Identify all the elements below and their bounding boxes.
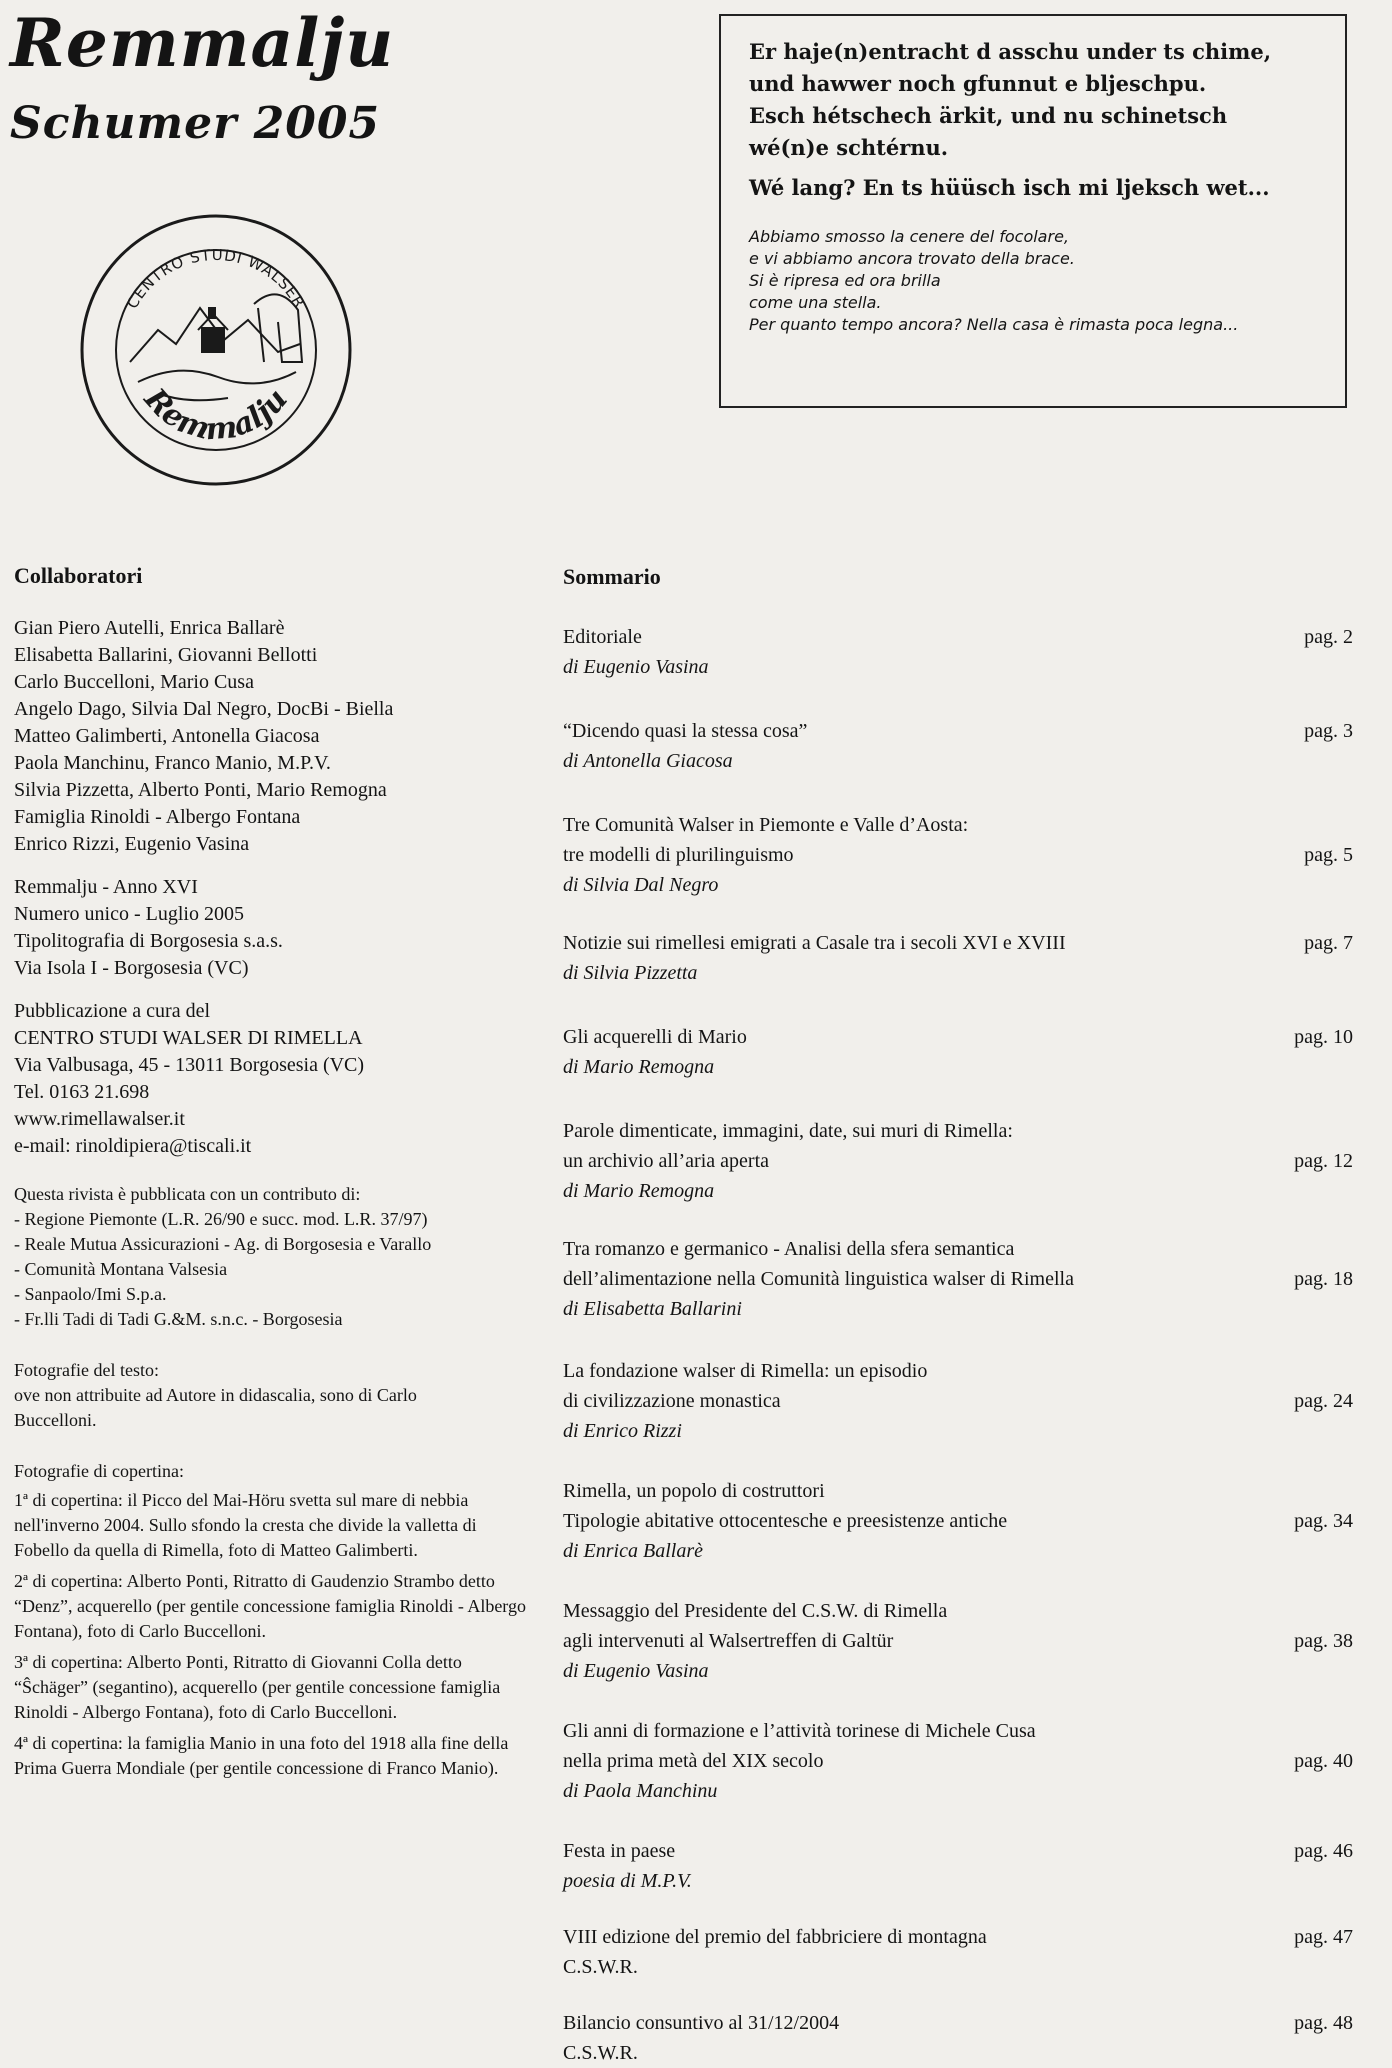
- toc-entry-page: pag. 12: [1294, 1150, 1353, 1172]
- toc-entry-author: poesia di M.P.V.: [563, 1870, 692, 1892]
- toc-entry-page: pag. 2: [1304, 626, 1353, 648]
- photo-credits-line: Fotografie del testo:: [14, 1360, 159, 1380]
- toc-entry[interactable]: [563, 622, 1353, 682]
- contributor-line: Enrico Rizzi, Eugenio Vasina: [14, 833, 250, 855]
- poem-walser-line: Wé lang? En ts hüüsch isch mi ljeksch wet...: [749, 175, 1270, 200]
- contributor-line: Carlo Buccelloni, Mario Cusa: [14, 671, 254, 693]
- toc-entry-author: di Eugenio Vasina: [563, 1660, 709, 1682]
- collaboratori-column: [14, 562, 534, 1797]
- toc-entry[interactable]: [563, 1022, 1353, 1082]
- edition-line: Via Isola I - Borgosesia (VC): [14, 957, 249, 979]
- toc-entry-author: di Enrica Ballarè: [563, 1540, 703, 1562]
- magazine-title: Remmalju: [10, 4, 395, 82]
- poem-walser-line: wé(n)e schtérnu.: [749, 135, 949, 160]
- toc-entry-page: pag. 5: [1304, 844, 1353, 866]
- toc-entry-author: di Eugenio Vasina: [563, 656, 709, 678]
- toc-entry-author: di Paola Manchinu: [563, 1780, 718, 1802]
- toc-entry-title: Festa in paese: [563, 1840, 676, 1862]
- cover-item: 4ª di copertina: la famiglia Manio in una foto del 1918 alla fine della Prima Guerra Mondiale (per gentile concessione di Franco Manio).: [14, 1733, 509, 1778]
- toc-entry-author: di Silvia Pizzetta: [563, 962, 698, 984]
- publisher-info: [14, 998, 534, 1160]
- edition-line: Tipolitografia di Borgosesia s.a.s.: [14, 930, 283, 952]
- seal-bottom-text: Remmalju: [137, 381, 295, 448]
- contributor-line: Silvia Pizzetta, Alberto Ponti, Mario Remogna: [14, 779, 387, 801]
- toc-entry[interactable]: [563, 1922, 1353, 1982]
- poem-italian-line: Si è ripresa ed ora brilla: [749, 271, 941, 290]
- sponsor-line: - Fr.lli Tadi di Tadi G.&M. s.n.c. - Borgosesia: [14, 1309, 343, 1329]
- toc-entry-author: di Mario Remogna: [563, 1180, 715, 1202]
- poem-walser-line: Esch hétschech ärkit, und nu schinetsch: [749, 103, 1228, 128]
- masthead: [10, 4, 430, 149]
- poem-walser-dialect: [749, 36, 1321, 204]
- toc-entry[interactable]: [563, 716, 1353, 776]
- toc-entry-page: pag. 48: [1294, 2012, 1353, 2034]
- toc-entry-title: Tipologie abitative ottocentesche e preesistenze antiche: [563, 1510, 1008, 1532]
- toc-entry[interactable]: [563, 1476, 1353, 1566]
- toc-entry-author: di Silvia Dal Negro: [563, 874, 719, 896]
- cover-item: 3ª di copertina: Alberto Ponti, Ritratto di Giovanni Colla detto “Ŝchäger” (segantino), acquerello (per gentile concessione famiglia Rinoldi - Albergo Fontana), foto di Carlo Buccelloni.: [14, 1652, 501, 1722]
- toc-entry-page: pag. 24: [1294, 1390, 1353, 1412]
- toc-entry-title: Rimella, un popolo di costruttori: [563, 1480, 825, 1502]
- toc-entry[interactable]: [563, 1356, 1353, 1446]
- toc-entry-title: Bilancio consuntivo al 31/12/2004: [563, 2012, 840, 2034]
- toc-entry-page: pag. 47: [1294, 1926, 1353, 1948]
- toc-entry[interactable]: [563, 2008, 1353, 2068]
- poem-italian-line: Abbiamo smosso la cenere del focolare,: [749, 227, 1069, 246]
- toc-entry[interactable]: [563, 1116, 1353, 1206]
- contributor-line: Matteo Galimberti, Antonella Giacosa: [14, 725, 320, 747]
- toc-entry-title: Gli acquerelli di Mario: [563, 1026, 747, 1048]
- toc-entry-author: di Antonella Giacosa: [563, 750, 733, 772]
- sommario-heading: Sommario: [563, 564, 661, 589]
- toc-entry-title: dell’alimentazione nella Comunità linguistica walser di Rimella: [563, 1268, 1074, 1290]
- toc-entry-page: pag. 46: [1294, 1840, 1353, 1862]
- toc-entry-author: di Mario Remogna: [563, 1056, 715, 1078]
- toc-entry-title: di civilizzazione monastica: [563, 1390, 781, 1412]
- poem-walser-line: und hawwer noch gfunnut e bljeschpu.: [749, 71, 1207, 96]
- toc-entry-title: C.S.W.R.: [563, 1956, 638, 1978]
- toc-entry-title: VIII edizione del premio del fabbriciere di montagna: [563, 1926, 987, 1948]
- toc-entry-title: “Dicendo quasi la stessa cosa”: [563, 720, 808, 742]
- toc-entry[interactable]: [563, 810, 1353, 900]
- toc-entry-author: di Elisabetta Ballarini: [563, 1298, 742, 1320]
- sponsor-line: - Regione Piemonte (L.R. 26/90 e succ. mod. L.R. 37/97): [14, 1209, 428, 1229]
- edition-info: [14, 874, 534, 982]
- edition-line: Remmalju - Anno XVI: [14, 876, 198, 898]
- toc-entry-page: pag. 38: [1294, 1630, 1353, 1652]
- toc-entry-title: Gli anni di formazione e l’attività torinese di Michele Cusa: [563, 1720, 1036, 1742]
- toc-entry-page: pag. 3: [1304, 720, 1353, 742]
- sponsors-info: [14, 1182, 534, 1332]
- publisher-website[interactable]: www.rimellawalser.it: [14, 1108, 185, 1130]
- toc-entry-title: Parole dimenticate, immagini, date, sui muri di Rimella:: [563, 1120, 1013, 1142]
- poem-box: [719, 14, 1347, 408]
- toc-entry-page: pag. 18: [1294, 1268, 1353, 1290]
- cover-item: 1ª di copertina: il Picco del Mai-Höru svetta sul mare di nebbia nell'inverno 2004. Sullo sfondo la cresta che divide la valletta di Fobello da quella di Rimella, foto di Matteo Galimberti.: [14, 1490, 477, 1560]
- edition-line: Numero unico - Luglio 2005: [14, 903, 244, 925]
- publisher-line: Pubblicazione a cura del: [14, 1000, 211, 1022]
- publisher-line: Tel. 0163 21.698: [14, 1081, 150, 1103]
- toc-entry[interactable]: [563, 1836, 1353, 1896]
- poem-italian-line: e vi abbiamo ancora trovato della brace.: [749, 249, 1075, 268]
- toc-entry-title: Editoriale: [563, 626, 642, 648]
- toc-entry-title: agli intervenuti al Walsertreffen di Galtür: [563, 1630, 894, 1652]
- sponsor-line: Questa rivista è pubblicata con un contributo di:: [14, 1184, 361, 1204]
- contributor-line: Angelo Dago, Silvia Dal Negro, DocBi - Biella: [14, 698, 394, 720]
- sponsor-line: - Reale Mutua Assicurazioni - Ag. di Borgosesia e Varallo: [14, 1234, 432, 1254]
- publisher-line: Via Valbusaga, 45 - 13011 Borgosesia (VC): [14, 1054, 365, 1076]
- seal-top-text: CENTRO STUDI WALSER: [123, 245, 309, 312]
- toc-entry-page: pag. 40: [1294, 1750, 1353, 1772]
- toc-entry[interactable]: [563, 1234, 1353, 1324]
- toc-entry[interactable]: [563, 1716, 1353, 1806]
- toc-entry-page: pag. 10: [1294, 1026, 1353, 1048]
- centro-studi-walser-seal-logo: [78, 212, 354, 488]
- photo-credits-line: Buccelloni.: [14, 1410, 97, 1430]
- poem-italian-translation: [749, 226, 1321, 336]
- photo-credits: [14, 1358, 534, 1433]
- cover-heading: Fotografie di copertina:: [14, 1461, 184, 1481]
- contributor-line: Elisabetta Ballarini, Giovanni Bellotti: [14, 644, 318, 666]
- cover-item: 2ª di copertina: Alberto Ponti, Ritratto di Gaudenzio Strambo detto “Denz”, acquerello (per gentile concessione famiglia Rinoldi - Albergo Fontana), foto di Carlo Buccelloni.: [14, 1571, 526, 1641]
- collaboratori-heading: Collaboratori: [14, 563, 143, 588]
- toc-entry[interactable]: [563, 928, 1353, 988]
- seal-landscape-icon: [130, 294, 302, 400]
- toc-entry-title: Notizie sui rimellesi emigrati a Casale tra i secoli XVI e XVIII: [563, 932, 1066, 954]
- photo-credits-line: ove non attribuite ad Autore in didascalia, sono di Carlo: [14, 1385, 417, 1405]
- toc-entry[interactable]: [563, 1596, 1353, 1686]
- toc-entry-author: di Enrico Rizzi: [563, 1420, 682, 1442]
- publisher-email[interactable]: e-mail: rinoldipiera@tiscali.it: [14, 1135, 252, 1157]
- toc-entry-title: La fondazione walser di Rimella: un episodio: [563, 1360, 928, 1382]
- publisher-line: CENTRO STUDI WALSER DI RIMELLA: [14, 1027, 363, 1049]
- contributor-line: Paola Manchinu, Franco Manio, M.P.V.: [14, 752, 331, 774]
- toc-entry-title: tre modelli di plurilinguismo: [563, 844, 794, 866]
- toc-entry-page: pag. 7: [1304, 932, 1353, 954]
- poem-italian-line: come una stella.: [749, 293, 882, 312]
- cover-photo-credits: [14, 1459, 534, 1781]
- toc-entry-title: C.S.W.R.: [563, 2042, 638, 2064]
- toc-entry-title: Tre Comunità Walser in Piemonte e Valle d’Aosta:: [563, 814, 969, 836]
- contributor-line: Famiglia Rinoldi - Albergo Fontana: [14, 806, 301, 828]
- toc-entry-title: nella prima metà del XIX secolo: [563, 1750, 824, 1772]
- contributors-list: [14, 615, 534, 858]
- sponsor-line: - Sanpaolo/Imi S.p.a.: [14, 1284, 167, 1304]
- table-of-contents: [563, 622, 1353, 2068]
- sommario-column: [563, 562, 1353, 2068]
- toc-entry-page: pag. 34: [1294, 1510, 1353, 1532]
- contributor-line: Gian Piero Autelli, Enrica Ballarè: [14, 617, 285, 639]
- toc-entry-title: Tra romanzo e germanico - Analisi della sfera semantica: [563, 1238, 1015, 1260]
- toc-entry-title: un archivio all’aria aperta: [563, 1150, 769, 1172]
- issue-label: Schumer 2005: [10, 98, 381, 149]
- poem-italian-line: Per quanto tempo ancora? Nella casa è rimasta poca legna...: [749, 315, 1239, 334]
- sponsor-line: - Comunità Montana Valsesia: [14, 1259, 228, 1279]
- poem-walser-line: Er haje(n)entracht d asschu under ts chime,: [749, 39, 1272, 64]
- toc-entry-title: Messaggio del Presidente del C.S.W. di Rimella: [563, 1600, 948, 1622]
